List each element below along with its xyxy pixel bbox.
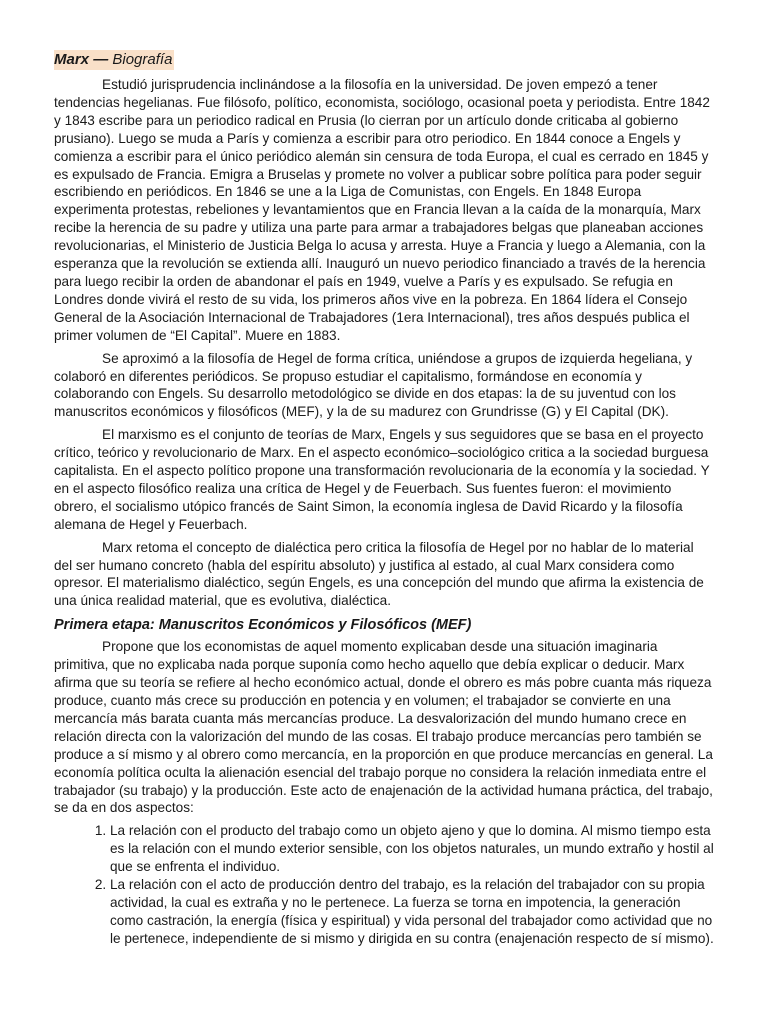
title-subtitle: Biografía [112, 51, 173, 68]
paragraph-first-stage: Propone que los economistas de aquel momento explicaban desde una situación imaginaria primitiva, que no explicaba nada porque suponía como hecho aquello que debía explicar o deducir. Marx afirma que su teoría se refiere al hecho económico actual, donde el obrero es más pobre cuanta más riqueza produce, cuanto más crece su producción en potencia y en volumen; el trabajador se convierte en una mercancía más barata cuanta más mercancías produce. La desvalorización del mundo humano crece en relación directa con la valorización del mundo de las cosas. El trabajo produce mercancías pero también se produce a sí mismo y al obrero como mercancía, en la proporción en que produce mercancías en general. La economía política oculta la alienación esencial del trabajo porque no considera la relación inmediata entre el trabajador (su trabajo) y la producción. Este acto de enajenación de la actividad humana práctica, del trabajo, se da en dos aspectos: [54, 639, 713, 816]
list-item: 2. La relación con el acto de producción dentro del trabajo, es la relación del trabajador con su propia actividad, la cual es extraña y no le pertenece. La fuerza se torna en impotencia, la generación como castración, la energía (física y espiritual) y vida personal del trabajador como actividad que no le pertenece, independiente de si mismo y dirigida en su contra (enajenación respecto de sí mismo). [110, 876, 714, 948]
numbered-list [54, 822, 714, 947]
paragraph-biography: Estudió jurisprudencia inclinándose a la filosofía en la universidad. De joven empezó a tener tendencias hegelianas. Fue filósofo, político, economista, sociólogo, ocasional poeta y periodista. Entre 1842 y 1843 escribe para un periodico radical en Prusia (lo cierran por un artículo donde criticaba al gobierno prusiano). Luego se muda a París y comienza a escribir para otro periodico. En 1844 conoce a Engels y comienza a escribir para el único periódico alemán sin censura de toda Europa, el cual es cerrado en 1845 y es expulsado de Francia. Emigra a Bruselas y promete no volver a publicar sobre política para poder seguir escribiendo en periódicos. En 1846 se une a la Liga de Comunistas, con Engels. En 1848 Europa experimenta protestas, rebeliones y levantamientos que en Francia llevan a la caída de la monarquía, Marx recibe la herencia de su padre y utiliza una parte para armar a trabajadores belgas que planeaban acciones revolucionarias, el Ministerio de Justicia Belga lo acusa y arresta. Huye a Francia y luego a Alemania, con la esperanza que la revolución se extienda allí. Inauguró un nuevo periodico financiado a través de la herencia para luego recibir la orden de abandonar el país en 1949, vuelve a París y es expulsado. Se refugia en Londres donde vivirá el resto de su vida, los primeros años vive en la pobreza. En 1864 lídera el Consejo General de la Asociación Internacional de Trabajadores (1era Internacional), tres años después publica el primer volumen de “El Capital”. Muere en 1883. [54, 77, 710, 343]
list-item: 1. La relación con el producto del trabajo como un objeto ajeno y que lo domina. Al mismo tiempo esta es la relación con el mundo exterior sensible, con los objetos naturales, un mundo extraño y hostil al que se enfrenta el individuo. [110, 822, 714, 876]
document-title [54, 50, 174, 70]
title-dash: — [89, 51, 113, 68]
paragraph-dialectics: Marx retoma el concepto de dialéctica pero critica la filosofía de Hegel por no hablar de lo material del ser humano concreto (habla del espíritu absoluto) y justifica al estado, al cual Marx considera como opresor. El materialismo dialéctico, según Engels, es una concepción del mundo que afirma la existencia de una única realidad material, que es evolutiva, dialéctica. [54, 539, 704, 609]
section-heading: Primera etapa: Manuscritos Económicos y Filosóficos (MEF) [54, 617, 472, 634]
paragraph-marxism: El marxismo es el conjunto de teorías de Marx, Engels y sus seguidores que se basa en el proyecto crítico, teórico y revolucionario de Marx. En el aspecto económico–sociológico critica a la sociedad burguesa capitalista. En el aspecto político propone una transformación revolucionaria de la economía y la sociedad. Y en el aspecto filosófico realiza una crítica de Hegel y de Feuerbach. Sus fuentes fueron: el movimiento obrero, el socialismo utópico francés de Saint Simon, la economía inglesa de David Ricardo y la filosofía alemana de Hegel y Feuerbach. [54, 427, 710, 532]
title-name: Marx [54, 51, 90, 68]
paragraph-hegel: Se aproximó a la filosofía de Hegel de forma crítica, uniéndose a grupos de izquierda hegeliana, y colaboró en diferentes periódicos. Se propuso estudiar el capitalismo, formándose en economía y colaborando con Engels. Su desarrollo metodológico se divide en dos etapas: la de su juventud con los manuscritos económicos y filosóficos (MEF), y la de su madurez con Grundrisse (G) y El Capital (DK). [54, 350, 693, 420]
